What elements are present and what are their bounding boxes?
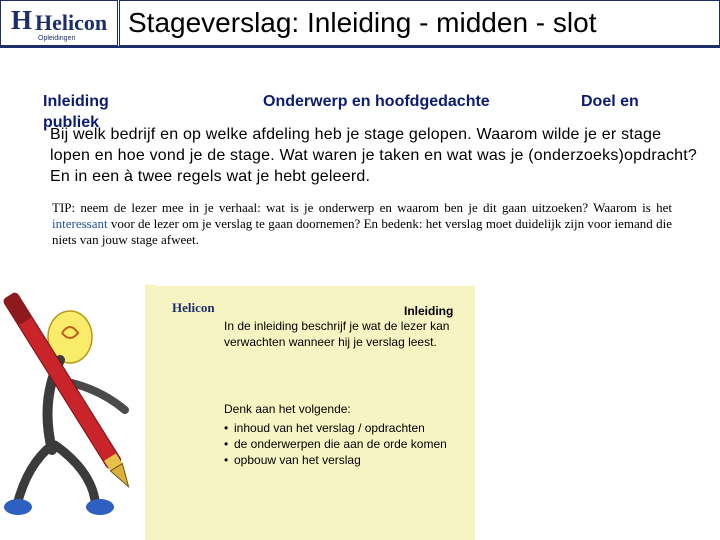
header-publiek: publiek <box>43 114 100 131</box>
shoe-right <box>86 499 114 515</box>
panel-logo: Helicon <box>172 300 215 315</box>
header-divider <box>0 46 720 48</box>
shoe-left <box>4 499 32 515</box>
logo-mark: H <box>11 5 33 35</box>
character-leg-right <box>55 445 95 500</box>
logo-text: Helicon <box>35 10 108 35</box>
title-bar <box>119 0 720 46</box>
list-item: • opbouw van het verslag <box>224 452 459 468</box>
logo-subtitle: Opleidingen <box>38 35 76 42</box>
tip-text-2: voor de lezer om je verslag te gaan doornemen? En bedenk: het verslag moet duidelijk zijn voor iemand die niets van jouw stage afweet. <box>52 216 672 247</box>
tip-paragraph <box>52 200 672 248</box>
tip-highlight: interessant <box>52 216 108 231</box>
helicon-logo <box>0 0 118 46</box>
list-item: • de onderwerpen die aan de orde komen <box>224 436 459 452</box>
panel-intro: In de inleiding beschrijf je wat de lezer kan verwachten wanneer hij je verslag leest. <box>224 319 450 349</box>
character-leg-left <box>17 445 52 505</box>
tip-text-1: TIP: neem de lezer mee in je verhaal: wat is je onderwerp en waarom ben je dit gaan uitzoeken? Waarom is het <box>52 200 672 215</box>
body-paragraph: Bij welk bedrijf en op welke afdeling heb je stage gelopen. Waarom wilde je er stage lopen en hoe vond je de stage. Wat waren je taken en wat was je (onderzoeks)opdracht? En in een à twee regels wat je hebt geleerd. <box>50 126 698 185</box>
panel-list-header: Denk aan het volgende: <box>224 402 351 416</box>
list-item: • inhoud van het verslag / opdrachten <box>224 420 459 436</box>
page-title: Stageverslag: Inleiding - midden - slot <box>128 7 597 38</box>
header-doel: Doel en <box>581 93 639 110</box>
panel-title: Inleiding <box>404 304 454 318</box>
panel-list <box>224 420 459 468</box>
header-onderwerp: Onderwerp en hoofdgedachte <box>263 93 490 110</box>
header-inleiding: Inleiding <box>43 93 109 110</box>
